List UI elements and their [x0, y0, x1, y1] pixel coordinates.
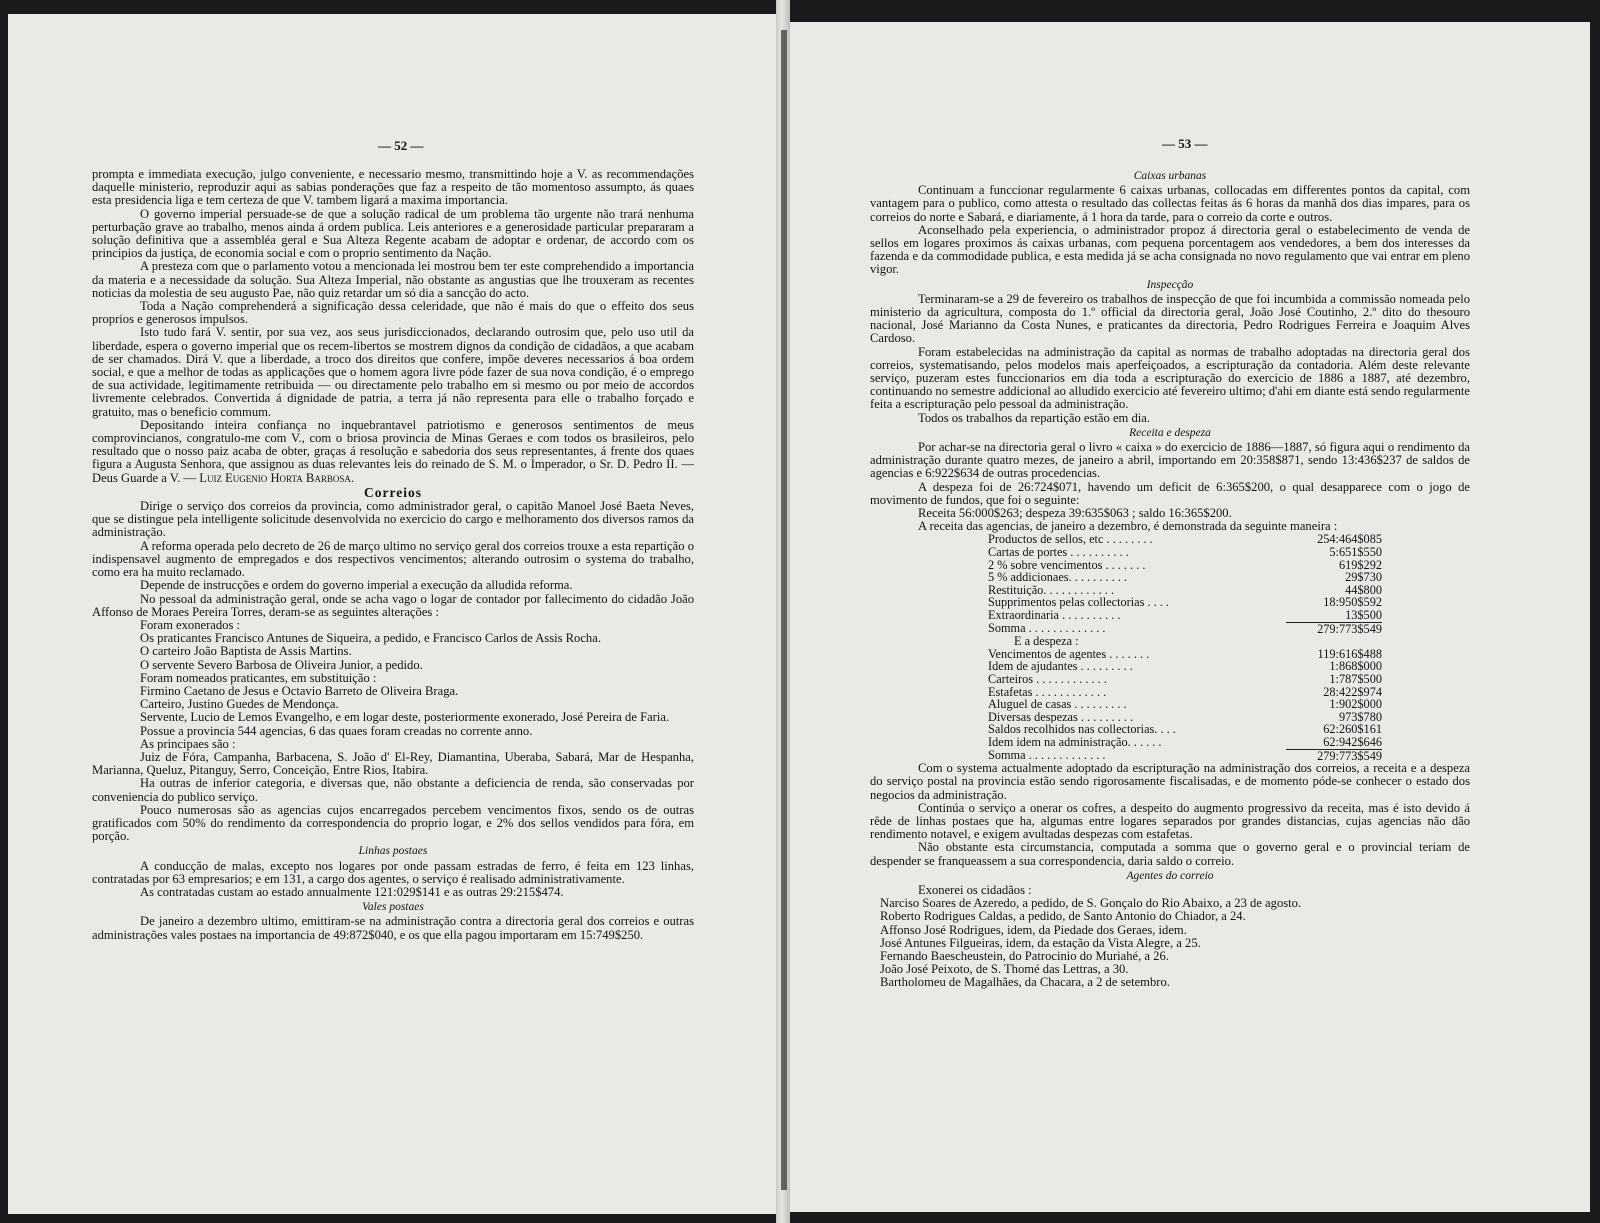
ledger-label: Carteiros . . . . . . . . . . . .: [988, 673, 1107, 686]
ledger-row: [988, 546, 1382, 559]
paragraph: O governo imperial persuade-se de que a solução radical de um problema tão urgente não trará nenhuma perturbação grave ao trabalho, menos ainda á ordem publica. Leis anteriores e a generosidade particular prepararam a solução definitiva que a assembléa geral e Sua Alteza Regente acabam de adoptar e ordenar, de accordo com os principios da justiça, de economia social e com o proprio sentimento da Nação.: [92, 206, 694, 261]
ledger-value: 1:787$500: [1329, 672, 1382, 687]
ledger-label: Diversas despezas . . . . . . . . .: [988, 710, 1134, 724]
paragraph: Receita 56:000$263; despeza 39:635$063 ; saldo 16:365$200.: [918, 506, 1232, 521]
ledger-label: Aluguel de casas . . . . . . . . .: [988, 698, 1127, 711]
section-heading-caixas-urbanas: Caixas urbanas: [1133, 170, 1207, 182]
ledger-value: 119:616$488: [1317, 646, 1382, 661]
paragraph: Foram estabelecidas na administração da capital as normas de trabalho adoptadas na directoria geral dos correios, systematisando, pelos modelos mais aperfeiçoados, a escripturação da contadoria. Além deste relevante serviço, puzeram estes funccionarios em dia toda a escripturação do exercicio de 1886 a 1887, até dezembro, continuando no semestre addicional ao alludido exercicio até fevereiro ultimo; d'ahi em diante está sendo regularmente feita a escripturação pelo pessoal da administração.: [870, 344, 1470, 412]
paragraph: No pessoal da administração geral, onde se acha vago o logar de contador por fallecimento do cidadão João Affonso de Moraes Pereira Torres, deram-se as seguintes alterações :: [92, 591, 694, 619]
page-number-right: — 53 —: [1162, 136, 1208, 151]
section-heading-linhas-postaes: Linhas postaes: [358, 845, 428, 858]
paragraph: O carteiro João Baptista de Assis Martins.: [140, 644, 352, 659]
ledger-row: [988, 686, 1382, 699]
paragraph: Firmino Caetano de Jesus e Octavio Barreto de Oliveira Braga.: [140, 683, 459, 698]
ledger-subheading: E a despeza :: [1014, 635, 1079, 648]
list-item: Narciso Soares de Azeredo, a pedido, de S. Gonçalo do Rio Abaixo, a 23 de agosto.: [880, 896, 1302, 911]
paragraph: Toda a Nação comprehenderá a significação dessa celeridade, que não é mais do que o effeito dos seus proprios e generosos impulsos.: [92, 299, 694, 327]
agentes-list: [870, 884, 1470, 990]
paragraph: Depende de instrucções e ordem do governo imperial a execução da alludida reforma.: [140, 578, 573, 593]
paragraph: Terminaram-se a 29 de fevereiro os trabalhos de inspecção de que foi incumbida a commissão nomeada pelo ministerio da agricultura, composta do 1.º official da directoria geral, João José Coutinho, 2.º dito do thesouro nacional, José Marianno da Costa Nunes, e praticantes da directoria, Pedro Rodrigues Ferreira e Joaquim Alves Cardoso.: [870, 291, 1470, 346]
ledger-value: 62:942$646: [1323, 734, 1382, 749]
list-item: Bartholomeu de Magalhães, da Chacara, a 2 de setembro.: [880, 975, 1170, 990]
ledger-value: 1:902$000: [1329, 697, 1382, 712]
ledger-row: [988, 698, 1382, 711]
ledger-label: Productos de sellos, etc . . . . . . . .: [988, 533, 1153, 547]
list-item: Affonso José Rodrigues, idem, da Piedade dos Geraes, idem.: [880, 922, 1187, 937]
paragraph: Por achar-se na directoria geral o livro « caixa » do exercicio de 1886—1887, só figura aqui o rendimento da administração durante quatro mezes, de janeiro a abril, importando em 20:358$871, sendo 13:436$237 de saldos de agencias e 6:922$634 de outras procedencias.: [870, 440, 1470, 481]
paragraph: Possue a provincia 544 agencias, 6 das quaes foram creadas no corrente anno.: [140, 723, 533, 738]
left-page: [8, 14, 776, 1214]
ledger-total-row: [988, 622, 1382, 635]
ledger-value: 62:260$161: [1323, 722, 1382, 737]
ledger-value: 619$292: [1338, 557, 1382, 572]
ledger-subheading-row: [988, 635, 1382, 648]
paragraph: Foram exonerados :: [140, 617, 241, 632]
right-text-column: [870, 168, 1470, 990]
section-heading-receita-despeza: Receita e despeza: [1129, 426, 1211, 439]
paragraph: A conducção de malas, excepto nos logares por onde passam estradas de ferro, é feita em 123 linhas, contratadas por 63 empresarios; e em 131, a cargo dos agentes, o serviço é realisado administrativamente.: [92, 858, 694, 886]
left-text-column: [92, 168, 694, 942]
ledger-label: Somma . . . . . . . . . . . . .: [988, 749, 1106, 763]
ledger-label: Saldos recolhidos nas collectorias. . . .: [988, 723, 1176, 736]
paragraph: Com o systema actualmente adoptado da escripturação na administração dos correios, a receita e a despeza do serviço postal na provincia estão sendo rigorosamente fiscalisadas, e de momento póde-se conhecer o estado dos negocios da administração.: [870, 761, 1470, 802]
paragraph: Não obstante esta circumstancia, computada a somma que o governo geral e o provincial teriam de despender se franqueassem a sua correspondencia, daria saldo o correio.: [870, 840, 1470, 868]
paragraph: Juiz de Fóra, Campanha, Barbacena, S. João d' El-Rey, Diamantina, Uberaba, Sabará, Mar de Hespanha, Marianna, Queluz, Pitanguy, Serro, Conceição, Entre Rios, Itabira.: [92, 749, 694, 778]
paragraph: Os praticantes Francisco Antunes de Siqueira, a pedido, e Francisco Carlos de Assis Rocha.: [140, 631, 601, 646]
paragraph: Ha outras de inferior categoria, e diversas que, não obstante a deficiencia de renda, são conservadas por conveniencia do publico serviço.: [92, 776, 694, 804]
paragraph: A reforma operada pelo decreto de 26 de março ultimo no serviço geral dos correios trouxe a esta repartição o indispensavel augmento de empregados e dos respectivos vencimentos; alterando outrosim o systema do trabalho, como era ha muito reclamado.: [92, 538, 694, 580]
paragraph: [92, 419, 694, 485]
paragraph-text: Depositando inteira confiança no inquebrantavel patriotismo e generosos sentimentos de meus comprovincianos, congratulo-me com V., com o briosa provincia de Minas Geraes e com todos os brasileiros, pelo resultado que o nosso paiz acaba de obter, graças á resolução e sabedoria dos seus representantes, á frente dos quaes figura a Augusta Senhora, que assignou as duas relevantes leis do reinado de S. M. o Imperador, o Sr. D. Pedro II. — Deus Guarde a V. —: [92, 417, 694, 485]
ledger-row: [988, 609, 1382, 622]
ledger-label: 2 % sobre vencimentos . . . . . . .: [988, 558, 1146, 572]
paragraph: Continúa o serviço a onerar os cofres, a despeito do augmento progressivo da receita, mas é isto devido á rêde de linhas postaes que ha, algumas entre logares separados por grandes distancias, cujas agencias não dão rendimento notavel, e exigem avultadas despezas com estafetas.: [870, 800, 1470, 842]
paragraph: Aconselhado pela experiencia, o administrador propoz á directoria geral o estabelecimento de venda de sellos em logares proximos ás caixas urbanas, com pequena porcentagem aos vendedores, a bem dos interesses da fazenda e da commodidade publica, e esta medida já se acha consignada no novo regulamento que vai entrar em pleno vigor.: [870, 222, 1470, 277]
list-item: Fernando Baescheustein, do Patrocinio do Muriahé, a 26.: [880, 949, 1169, 964]
paragraph: Isto tudo fará V. sentir, por sua vez, aos seus jurisdiccionados, declarando outrosim que, pelo uso util da liberdade, espera o governo imperial que os recem-libertos se mostrem dignos da condição de cidadãos, a que acabam de ser chamados. Dirá V. que a liberdade, a troco dos direitos que confere, impõe deveres necessarios á boa ordem social, e que a melhor de todas as applicações que o homem agora livre póde fazer de sua nova condição, é o emprego de sua actividade, legitimamente retribuida — ou directamente pelo trabalho em si mesmo ou por meio de accordos livremente celebrados. Convertida á dignidade de patria, a terra já não representa para elle o trabalho forçado e gratuito, mas o beneficio commum.: [92, 325, 694, 419]
paragraph: Carteiro, Justino Guedes de Mendonça.: [140, 697, 339, 712]
list-item: Roberto Rodrigues Caldas, a pedido, de Santo Antonio do Chiador, a 24.: [880, 909, 1246, 924]
ledger-row: [988, 673, 1382, 686]
ledger-value: 29$730: [1345, 570, 1382, 585]
ledger-value: 28:422$974: [1323, 684, 1382, 699]
ledger-row: [988, 559, 1382, 572]
ledger-table: [988, 533, 1382, 762]
ledger-label: Estafetas . . . . . . . . . . . .: [988, 685, 1107, 699]
ledger-label: Somma . . . . . . . . . . . . .: [988, 622, 1106, 636]
section-heading-inspeccao: Inspecção: [1146, 278, 1194, 291]
signature: Luiz Eugenio Horta Barbosa.: [199, 470, 354, 485]
ledger-value: 44$800: [1345, 582, 1382, 597]
paragraph: A receita das agencias, de janeiro a dezembro, é demonstrada da seguinte maneira :: [918, 519, 1338, 534]
paragraph: Todos os trabalhos da repartição estão em dia.: [918, 410, 1151, 425]
ledger-label: Idem de ajudantes . . . . . . . . .: [988, 660, 1133, 674]
section-heading-vales-postaes: Vales postaes: [362, 901, 424, 914]
paragraph: As contratadas custam ao estado annualmente 121:029$141 e as outras 29:215$474.: [140, 884, 564, 899]
ledger-label: Extraordinaria . . . . . . . . . .: [988, 609, 1121, 623]
paragraph: A presteza com que o parlamento votou a mencionada lei mostrou bem ter este comprehendido a importancia da materia e a necessidade da solução. Sua Alteza Imperial, não obstante as angustias que lhe trouxeram as recentes noticias da molestia de seu augusto Pae, não quiz retardar um só dia a sancção do acto.: [92, 259, 694, 300]
paragraph: A despeza foi de 26:724$071, havendo um deficit de 6:365$200, o qual desapparece com o jogo de movimento de fundos, que foi o seguinte:: [870, 479, 1470, 507]
ledger-row: [988, 660, 1382, 673]
ledger-value: 279:773$549: [1286, 749, 1382, 762]
ledger-label: Cartas de portes . . . . . . . . . .: [988, 546, 1129, 559]
ledger-row: [988, 596, 1382, 609]
paragraph: O servente Severo Barbosa de Oliveira Junior, a pedido.: [140, 657, 423, 672]
ledger-value: 279:773$549: [1286, 622, 1382, 635]
ledger-row: [988, 736, 1382, 749]
paragraph: Foram nomeados praticantes, em substituição :: [140, 670, 377, 685]
ledger-row: [988, 571, 1382, 584]
ledger-label: 5 % addicionaes. . . . . . . . . .: [988, 571, 1127, 584]
ledger-value: 254:464$085: [1317, 532, 1382, 547]
paragraph: Dirige o serviço dos correios da provincia, como administrador geral, o capitão Manoel José Baeta Neves, que se distingue pela intelligente solicitude desenvolvida no exercicio do cargo e melhoramento dos diversos ramos da administração.: [92, 499, 694, 540]
ledger-row: [988, 648, 1382, 661]
ledger-value: 5:651$550: [1329, 545, 1382, 560]
paragraph: Pouco numerosas são as agencias cujos encarregados percebem vencimentos fixos, sendo os de outras gratificados com 50% do rendimento da correspondencia do proprio logar, e 2% dos sellos vendidos para fóra, em porção.: [92, 802, 694, 844]
paragraph: As principaes são :: [140, 736, 236, 751]
paragraph: prompta e immediata execução, julgo conveniente, e necessario mesmo, transmittindo hoje a V. as recommendações daquelle ministerio, reproduzir aqui as sabias ponderações que faz a respeito de tão momentoso assumpto, ás quaes esta presidencia liga e tem certeza de que V. tambem ligará a maxima importancia.: [92, 167, 694, 208]
page-number-left: — 52 —: [378, 138, 424, 153]
ledger-row: [988, 533, 1382, 546]
ledger-value: 973$780: [1338, 709, 1382, 724]
ledger-value: 13$500: [1345, 608, 1382, 623]
section-heading-correios: Correios: [364, 484, 422, 500]
paragraph: Continuam a funccionar regularmente 6 caixas urbanas, collocadas em differentes pontos da capital, com vantagem para o publico, como attesta o resultado das collectas feitas ás 6 horas da manhã dos dias impares, para os correios do norte e Sabará, e diariamente, á 1 hora da tarde, para o correio da corte e outros.: [870, 183, 1470, 224]
ledger-label: Idem idem na administração. . . . . .: [988, 735, 1162, 750]
binding-tape: [781, 30, 787, 1190]
ledger-label: Restituição. . . . . . . . . . . .: [988, 583, 1115, 597]
paragraph: De janeiro a dezembro ultimo, emittiram-se na administração contra a directoria geral dos correios e outras administrações vales postaes na importancia de 49:872$040, e os que ella pagou importaram em 15:749$250.: [92, 914, 694, 942]
section-heading-agentes: Agentes do correio: [1126, 869, 1214, 882]
paragraph: Servente, Lucio de Lemos Evangelho, e em logar deste, posteriormente exonerado, José Pereira de Faria.: [140, 710, 670, 725]
paragraph: Exonerei os cidadãos :: [918, 883, 1032, 897]
list-item: José Antunes Filgueiras, idem, da estação da Vista Alegre, a 25.: [880, 935, 1201, 950]
ledger-label: Vencimentos de agentes . . . . . . .: [988, 647, 1150, 661]
ledger-label: Supprimentos pelas collectorias . . . .: [988, 596, 1170, 610]
ledger-value: 18:950$592: [1323, 595, 1382, 610]
ledger-value: 1:868$000: [1329, 659, 1382, 674]
right-page: [790, 22, 1590, 1212]
list-item: João José Peixoto, de S. Thomé das Lettras, a 30.: [880, 962, 1129, 977]
